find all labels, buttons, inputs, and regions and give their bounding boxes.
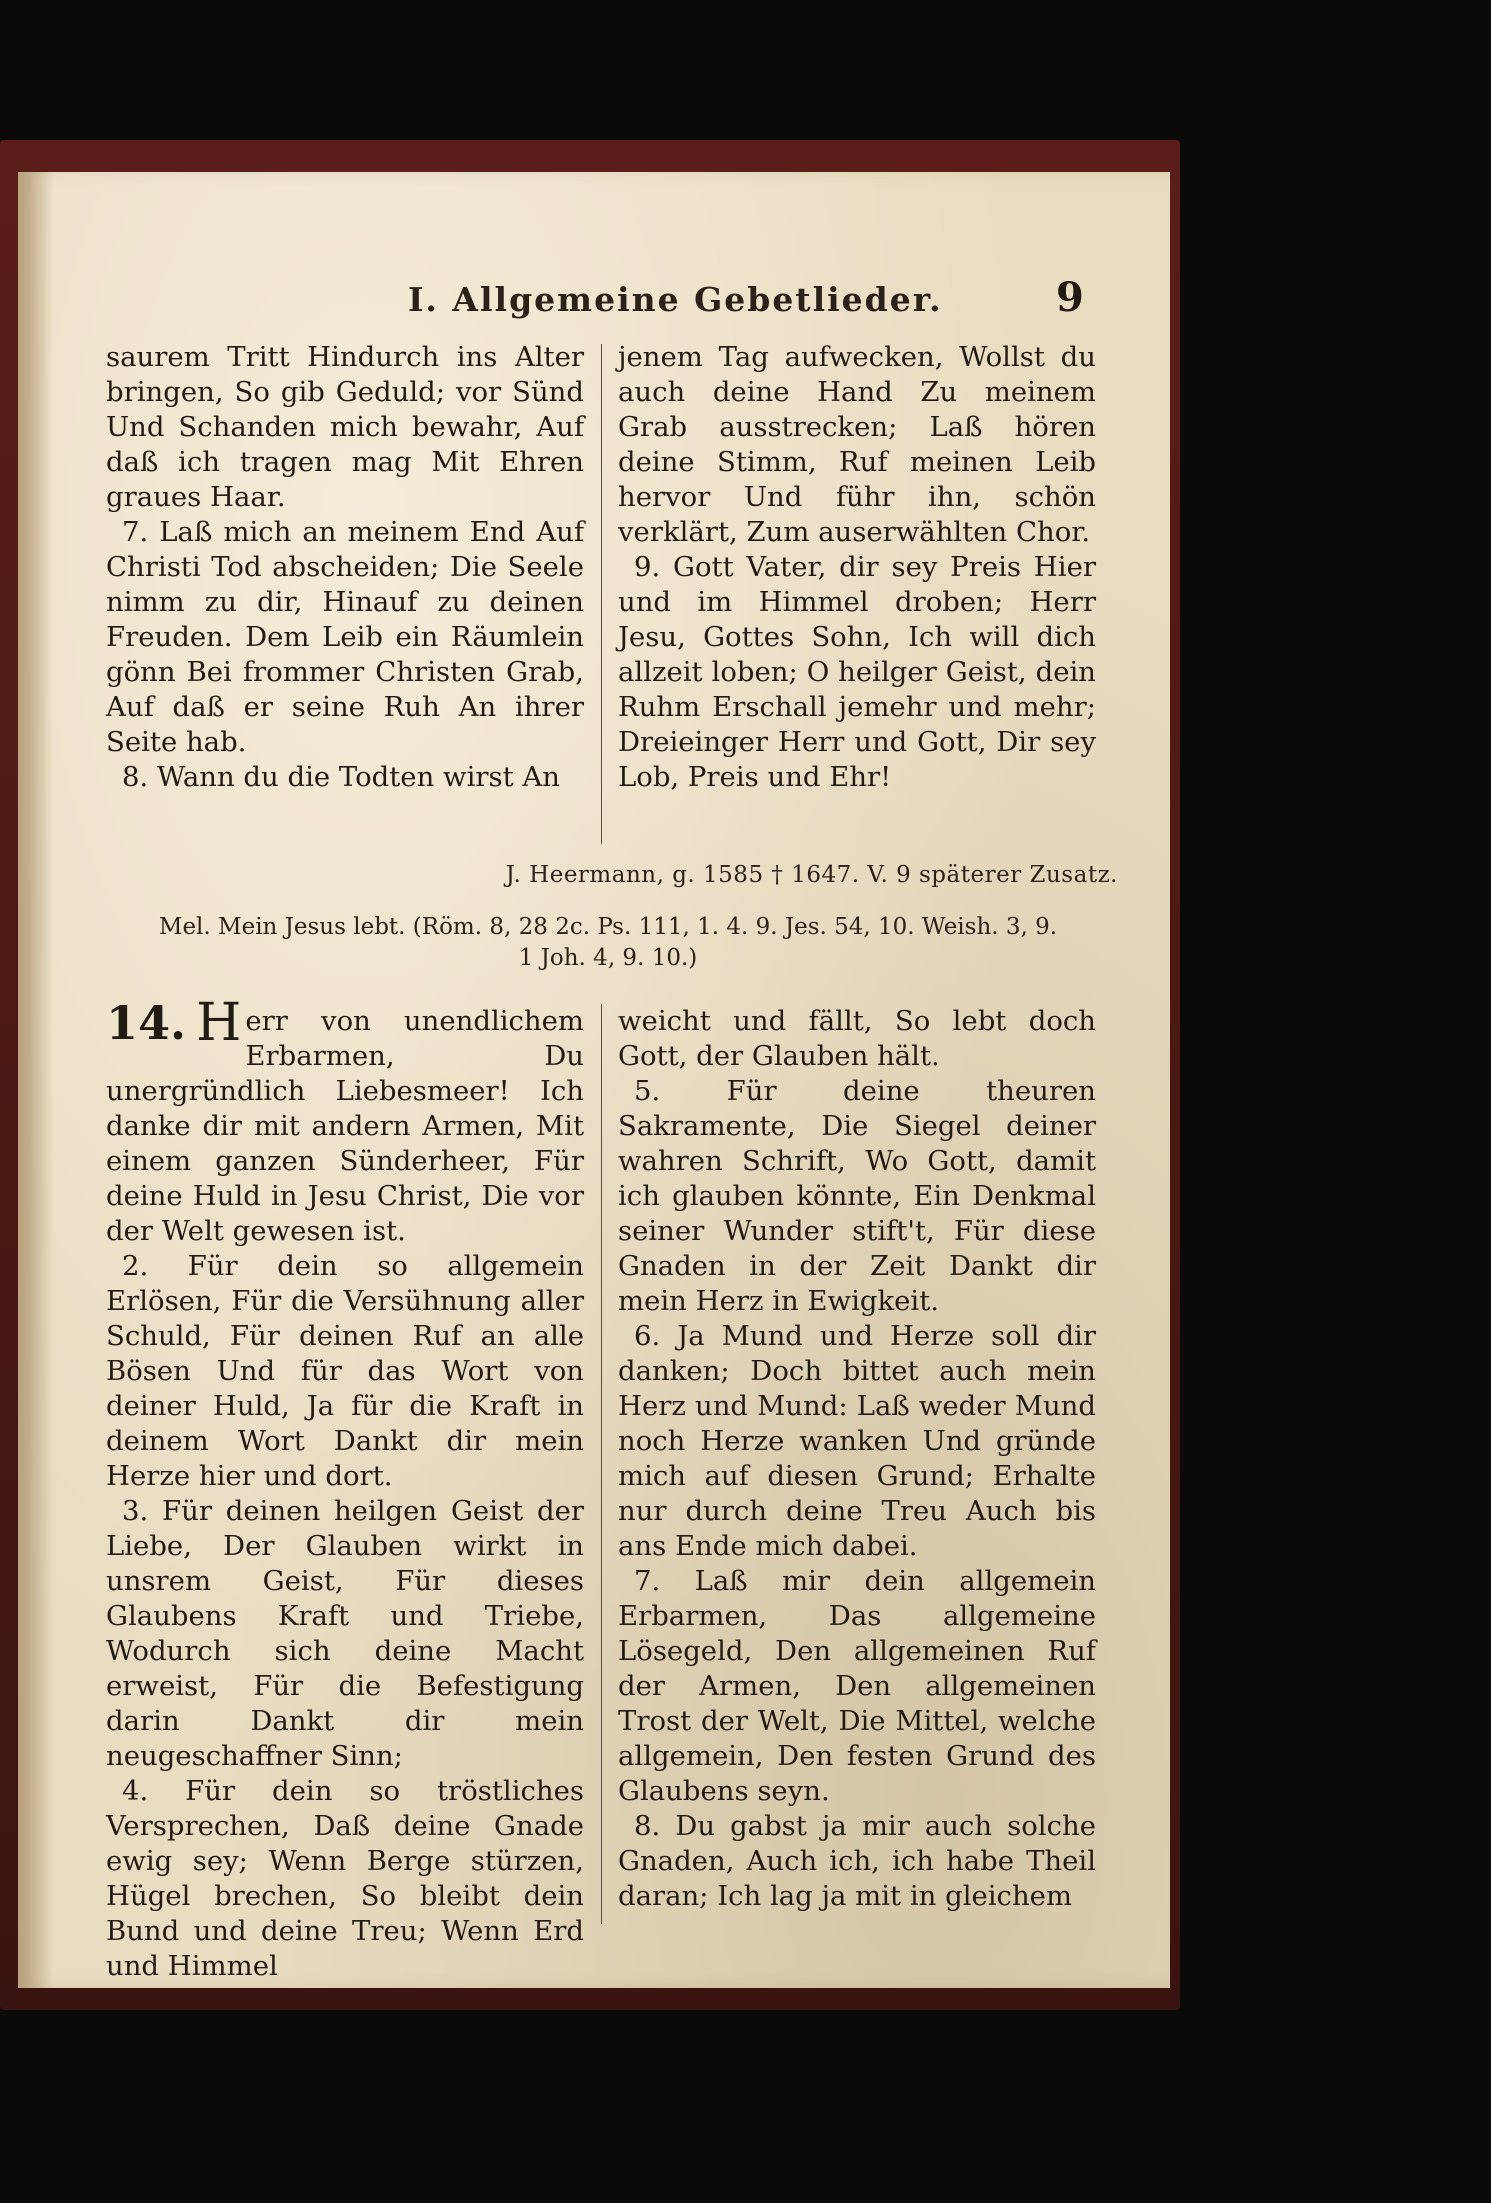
melody-line: Mel. Mein Jesus lebt. (Röm. 8, 28 2c. Ps. 111, 1. 4. 9. Jes. 54, 10. Weish. 3, 9. <box>158 914 1058 940</box>
verse-text: 3. Für deinen heilgen Geist der Liebe, Der Glauben wirkt in unsrem Geist, Für dieses Glaubens Kraft und Triebe, Wodurch sich deine Macht erweist, Für die Befestigung darin Dankt dir mein neugeschaffner Sinn; <box>106 1495 584 1772</box>
author-attribution: J. Heermann, g. 1585 † 1647. V. 9 späterer Zusatz. <box>505 862 1118 888</box>
verse-text: 5. Für deine theuren Sakramente, Die Siegel deiner wahren Schrift, Wo Gott, damit ich glauben könnte, Ein Denkmal seiner Wunder stift't, Für diese Gnaden in der Zeit Dankt dir mein Herz in Ewigkeit. <box>618 1075 1096 1317</box>
hymn-number: 14. <box>106 996 187 1050</box>
verse-text: 4. Für dein so tröstliches Versprechen, Daß deine Gnade ewig sey; Wenn Berge stürzen, Hügel brechen, So bleibt dein Bund und deine Treu; Wenn Erd und Himmel <box>106 1775 584 1982</box>
column-divider <box>601 344 602 844</box>
verse-text: 6. Ja Mund und Herze soll dir danken; Doch bittet auch mein Herz und Mund: Laß weder Mund noch Herze wanken Und gründe mich auf diesen Grund; Erhalte nur durch deine Treu Auch bis ans Ende mich dabei. <box>618 1320 1096 1562</box>
upper-right-column <box>618 340 1096 795</box>
verse-text: 7. Laß mich an meinem End Auf Christi Tod abscheiden; Die Seele nimm zu dir, Hinauf zu deinen Freuden. Dem Leib ein Räumlein gönn Bei frommer Christen Grab, Auf daß er seine Ruh An ihrer Seite hab. <box>106 516 584 758</box>
verse-text: weicht und fällt, So lebt doch Gott, der Glauben hält. <box>618 1005 1096 1072</box>
running-header-title: I. Allgemeine Gebetlieder. <box>408 280 943 319</box>
running-header <box>18 272 1170 332</box>
hymn-first-verse <box>106 993 584 1249</box>
verse-text: saurem Tritt Hindurch ins Alter bringen, So gib Geduld; vor Sünd Und Schanden mich bewahr, Auf daß ich tragen mag Mit Ehren graues Haar. <box>106 341 584 513</box>
verse-text: err von unendlichem Erbarmen, Du unergründlich Liebesmeer! Ich danke dir mit andern Armen, Mit einem ganzen Sünderheer, Für deine Huld in Jesu Christ, Die vor der Welt gewesen ist. <box>106 1005 584 1247</box>
upper-left-column <box>106 340 584 795</box>
lower-right-column <box>618 1004 1096 1914</box>
melody-reference <box>108 912 1108 974</box>
page-gutter-shadow <box>18 172 54 1988</box>
verse-text: 8. Du gabst ja mir auch solche Gnaden, Auch ich, ich habe Theil daran; Ich lag ja mit in gleichem <box>618 1810 1096 1912</box>
lower-left-column <box>106 993 584 1984</box>
verse-text: 7. Laß mir dein allgemein Erbarmen, Das allgemeine Lösegeld, Den allgemeinen Ruf der Armen, Den allgemeinen Trost der Welt, Die Mittel, welche allgemein, Den festen Grund des Glaubens seyn. <box>618 1565 1096 1807</box>
page-number: 9 <box>1056 274 1084 321</box>
verse-text: 2. Für dein so allgemein Erlösen, Für die Versühnung aller Schuld, Für deinen Ruf an alle Bösen Und für das Wort von deiner Huld, Ja für die Kraft in deinem Wort Dankt dir mein Herze hier und dort. <box>106 1250 584 1492</box>
column-divider <box>601 1004 602 1924</box>
melody-line: 1 Joh. 4, 9. 10.) <box>518 945 698 971</box>
drop-cap: H <box>196 993 242 1053</box>
book-page <box>18 172 1170 1988</box>
verse-text: jenem Tag aufwecken, Wollst du auch deine Hand Zu meinem Grab ausstrecken; Laß hören deine Stimm, Ruf meinen Leib hervor Und führ ihn, schön verklärt, Zum auserwählten Chor. <box>618 341 1096 548</box>
verse-text: 8. Wann du die Todten wirst An <box>122 761 560 793</box>
verse-text: 9. Gott Vater, dir sey Preis Hier und im Himmel droben; Herr Jesu, Gottes Sohn, Ich will dich allzeit loben; O heilger Geist, dein Ruhm Erschall jemehr und mehr; Dreieinger Herr und Gott, Dir sey Lob, Preis und Ehr! <box>618 551 1096 793</box>
